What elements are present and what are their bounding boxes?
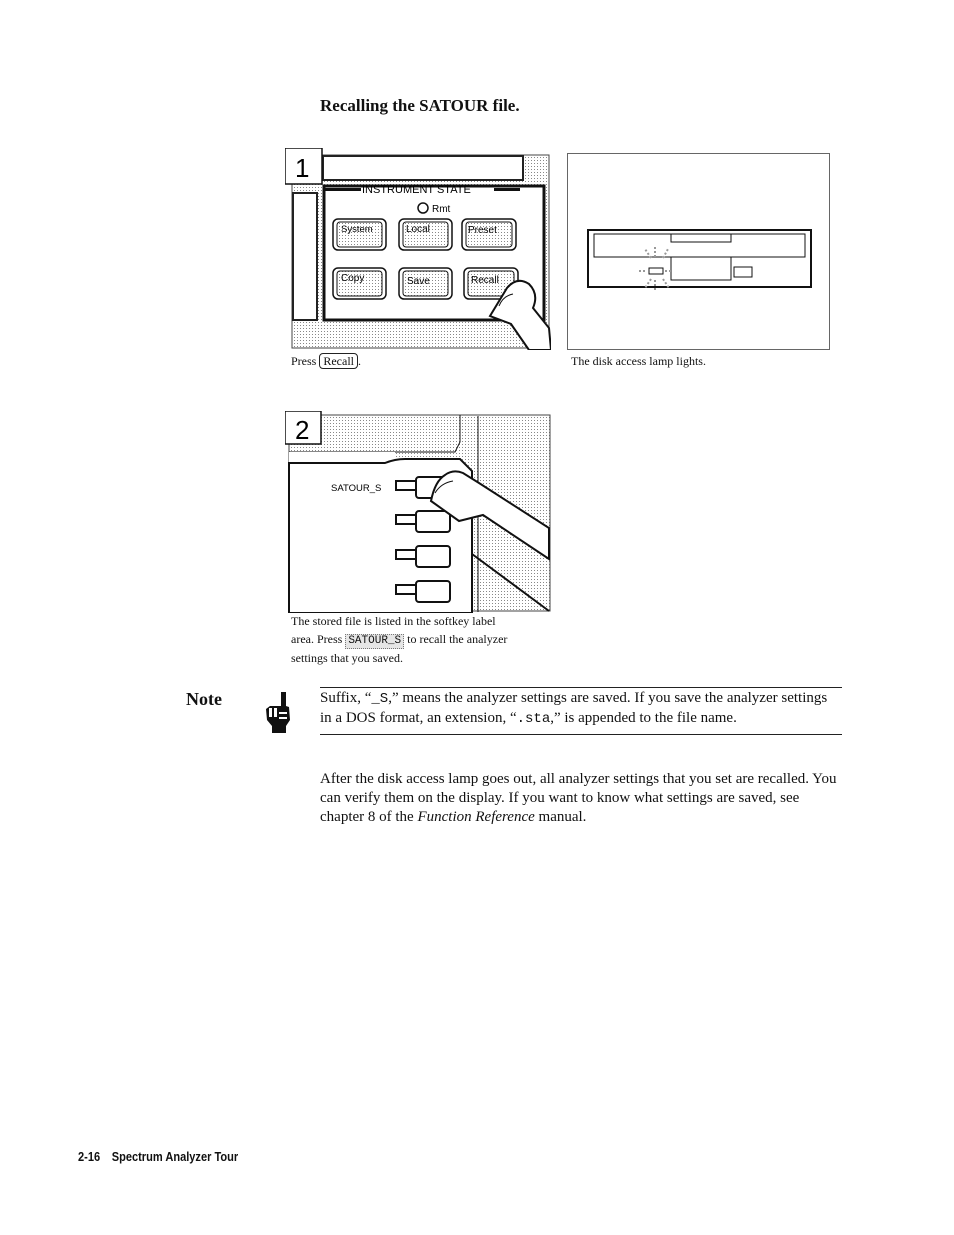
note-code-extension: .sta	[516, 711, 551, 727]
figure-disk-drive	[567, 153, 831, 351]
key-recall-label: Recall	[471, 275, 499, 286]
recall-key-label: Recall	[319, 353, 358, 369]
pointing-hand-icon	[264, 690, 294, 734]
caption1-prefix: Press	[291, 354, 317, 368]
softkey-label-satour-s: SATOUR_S	[331, 483, 382, 494]
caption2-line3: settings that you saved.	[291, 651, 403, 665]
softkey-satour-s: SATOUR_S	[345, 634, 404, 649]
note-code-suffix: _S	[371, 691, 389, 707]
key-system[interactable]	[333, 219, 386, 250]
figure2-caption	[291, 612, 507, 667]
page-footer	[78, 1149, 238, 1164]
key-local[interactable]	[399, 219, 452, 250]
rmt-label: Rmt	[432, 204, 451, 215]
body-paragraph	[320, 770, 844, 827]
figure1-caption	[291, 352, 361, 370]
key-copy[interactable]	[333, 268, 386, 299]
chapter-title: Spectrum Analyzer Tour	[111, 1149, 239, 1164]
key-copy-label: Copy	[341, 273, 365, 284]
caption2-line2-suffix: to recall the analyzer	[407, 632, 508, 646]
disk-caption: The disk access lamp lights.	[571, 354, 706, 368]
step-number-2: 2	[295, 415, 310, 445]
note-text-1: Suffix, “	[320, 690, 372, 706]
key-save[interactable]	[399, 268, 452, 299]
note-box	[320, 687, 842, 735]
note-text-3: ,” is appended to the file name.	[550, 710, 737, 726]
paragraph-end: manual.	[538, 809, 587, 825]
note-label: Note	[186, 689, 222, 709]
step-number-1: 1	[295, 153, 310, 183]
note-text-2: ,” means the analyzer settings are saved. If you save the analyzer settings in a DOS format, an extension, “	[320, 690, 828, 726]
caption2-line2	[291, 630, 507, 649]
caption2-line2-prefix: area. Press	[291, 632, 343, 646]
key-preset[interactable]	[462, 219, 516, 250]
page-number: 2-16	[78, 1149, 101, 1164]
paragraph-text: After the disk access lamp goes out, all analyzer settings that you set are recalled. You can verify them on the display. If you want to know what settings are saved, see chapter 8 of the	[320, 771, 837, 825]
caption1-suffix: .	[358, 354, 361, 368]
manual-title: Function Reference	[417, 809, 535, 825]
key-local-label: Local	[406, 224, 430, 235]
panel-title: INSTRUMENT STATE	[362, 184, 471, 196]
caption2-line1: The stored file is listed in the softkey label	[291, 614, 496, 628]
key-system-label: System	[341, 224, 373, 235]
key-preset-label: Preset	[468, 225, 497, 236]
rmt-indicator-icon	[418, 203, 428, 213]
key-save-label: Save	[407, 276, 430, 287]
figure-softkeys	[285, 411, 551, 613]
figure-instrument-state	[285, 148, 551, 350]
section-heading: Recalling the SATOUR file.	[320, 96, 520, 115]
